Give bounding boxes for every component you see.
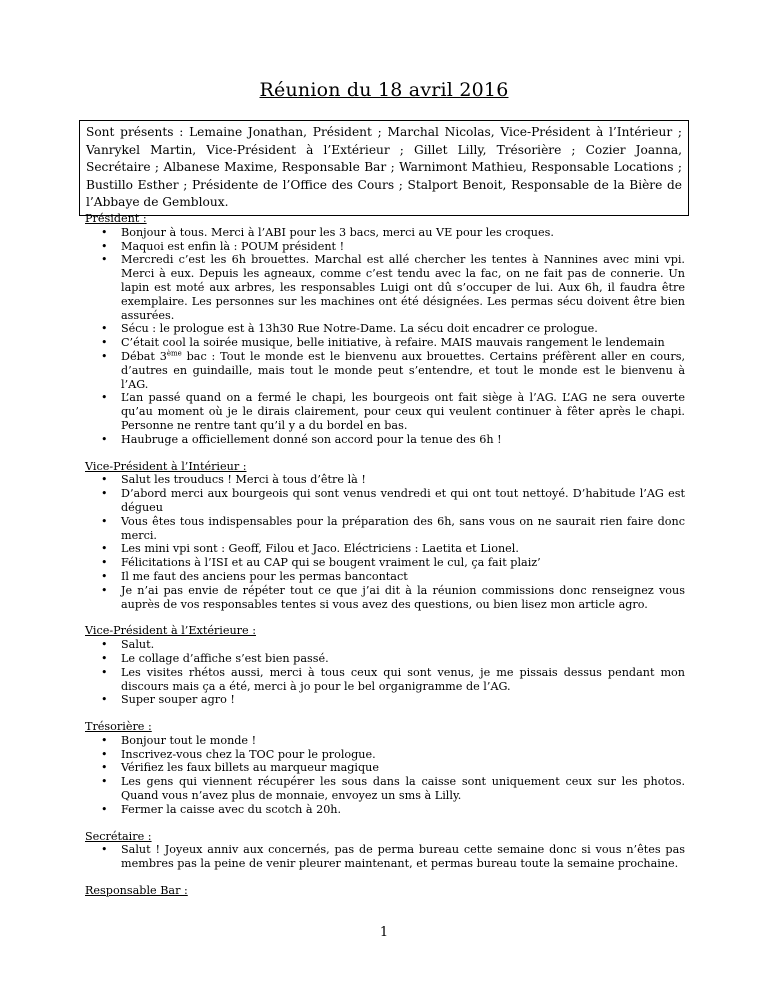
bullet-item: • Salut les trouducs ! Merci à tous d’être là ! [121, 473, 685, 487]
bullet-item: • Les mini vpi sont : Geoff, Filou et Jaco. Eléctriciens : Laetita et Lionel. [121, 542, 685, 556]
bullet-item: • Salut ! Joyeux anniv aux concernés, pas de perma bureau cette semaine donc si vous n’êtes pas membres pas la peine de venir pleurer maintenant, et permas bureau toute la semaine prochaine. [121, 843, 685, 871]
section [85, 624, 685, 707]
section-title: Trésorière : [85, 720, 152, 734]
bullet-item: • Vous êtes tous indispensables pour la préparation des 6h, sans vous on ne saurait rien faire donc merci. [121, 515, 685, 543]
bullet-item: • Sécu : le prologue est à 13h30 Rue Notre-Dame. La sécu doit encadrer ce prologue. [121, 322, 685, 336]
minutes-content [85, 212, 685, 911]
section-title: Vice-Président à l’Extérieure : [85, 624, 256, 638]
bullet-item: • Mercredi c’est les 6h brouettes. Marchal est allé chercher les tentes à Nannines avec mini vpi. Merci à eux. Depuis les agneaux, comme c’est tendu avec la fac, on ne fait pas de connerie. Un lapin est moté aux arbres, les responsables Luigi ont dû s’occuper de lui. Aux 6h, il faudra être exemplaire. Les personnes sur les machines ont été désignées. Les permas sécu doivent être bien assurées. [121, 253, 685, 322]
bullet-list [85, 734, 685, 817]
bullet-item: • Je n’ai pas envie de répéter tout ce que j’ai dit à la réunion commissions donc renseignez vous auprès de vos responsables tentes si vous avez des questions, ou bien lisez mon article agro. [121, 584, 685, 612]
section [85, 830, 685, 871]
section [85, 212, 685, 447]
bullet-item: • Vérifiez les faux billets au marqueur magique [121, 761, 685, 775]
bullet-item: • Le collage d’affiche s’est bien passé. [121, 652, 685, 666]
bullet-item: • Il me faut des anciens pour les permas bancontact [121, 570, 685, 584]
bullet-item: • Débat 3ème bac : Tout le monde est le bienvenu aux brouettes. Certains préfèrent aller en cours, d’autres en guindaille, mais tout le monde peut s’entendre, et tout le monde est le bienvenu à l’AG. [121, 350, 685, 391]
bullet-item: • Maquoi est enfin là : POUM président ! [121, 240, 685, 254]
section-title: Vice-Président à l’Intérieur : [85, 459, 247, 473]
section-title: Responsable Bar : [85, 884, 188, 898]
bullet-item: • Haubruge a officiellement donné son accord pour la tenue des 6h ! [121, 433, 685, 447]
bullet-list [85, 638, 685, 707]
bullet-item: • Super souper agro ! [121, 693, 685, 707]
bullet-item: • Bonjour tout le monde ! [121, 734, 685, 748]
bullet-item: • Félicitations à l’ISI et au CAP qui se bougent vraiment le cul, ça fait plaiz’ [121, 556, 685, 570]
page-number: 1 [379, 925, 389, 940]
bullet-item: • L’an passé quand on a fermé le chapi, les bourgeois ont fait siège à l’AG. L’AG ne sera ouverte qu’au moment où je le dirais clairement, pour ceux qui veulent continuer à fêter après le chapi. Personne ne rentre tant qu’il y a du bordel en bas. [121, 391, 685, 432]
bullet-list [85, 843, 685, 871]
section [85, 460, 685, 612]
attendees-box: Sont présents : Lemaine Jonathan, Président ; Marchal Nicolas, Vice-Président à l’Intérieur ; Vanrykel Martin, Vice-Président à l’Extérieur ; Gillet Lilly, Trésorière ; Cozier Joanna, Secrétaire ; Albanese Maxime, Responsable Bar ; Warnimont Mathieu, Responsable Locations ; Bustillo Esther ; Présidente de l’Office des Cours ; Stalport Benoit, Responsable de la Bière de l’Abbaye de Gembloux. [79, 120, 689, 216]
document-title: Réunion du 18 avril 2016 [259, 79, 509, 101]
section-title: Président : [85, 212, 147, 225]
bullet-item: • Salut. [121, 638, 685, 652]
bullet-item: • Fermer la caisse avec du scotch à 20h. [121, 803, 685, 817]
bullet-list [85, 473, 685, 611]
section [85, 720, 685, 817]
section [85, 884, 685, 898]
section-title: Secrétaire : [85, 829, 152, 843]
bullet-item: • D’abord merci aux bourgeois qui sont venus vendredi et qui ont tout nettoyé. D’habitude l’AG est dégueu [121, 487, 685, 515]
bullet-list [85, 226, 685, 447]
bullet-item: • C’était cool la soirée musique, belle initiative, à refaire. MAIS mauvais rangement le lendemain [121, 336, 685, 350]
bullet-item: • Les visites rhétos aussi, merci à tous ceux qui sont venus, je me pissais dessus pendant mon discours mais ça a été, merci à jo pour le bel organigramme de l’AG. [121, 666, 685, 694]
bullet-item: • Inscrivez-vous chez la TOC pour le prologue. [121, 748, 685, 762]
bullet-item: • Bonjour à tous. Merci à l’ABI pour les 3 bacs, merci au VE pour les croques. [121, 226, 685, 240]
bullet-item: • Les gens qui viennent récupérer les sous dans la caisse sont uniquement ceux sur les photos. Quand vous n’avez plus de monnaie, envoyez un sms à Lilly. [121, 775, 685, 803]
